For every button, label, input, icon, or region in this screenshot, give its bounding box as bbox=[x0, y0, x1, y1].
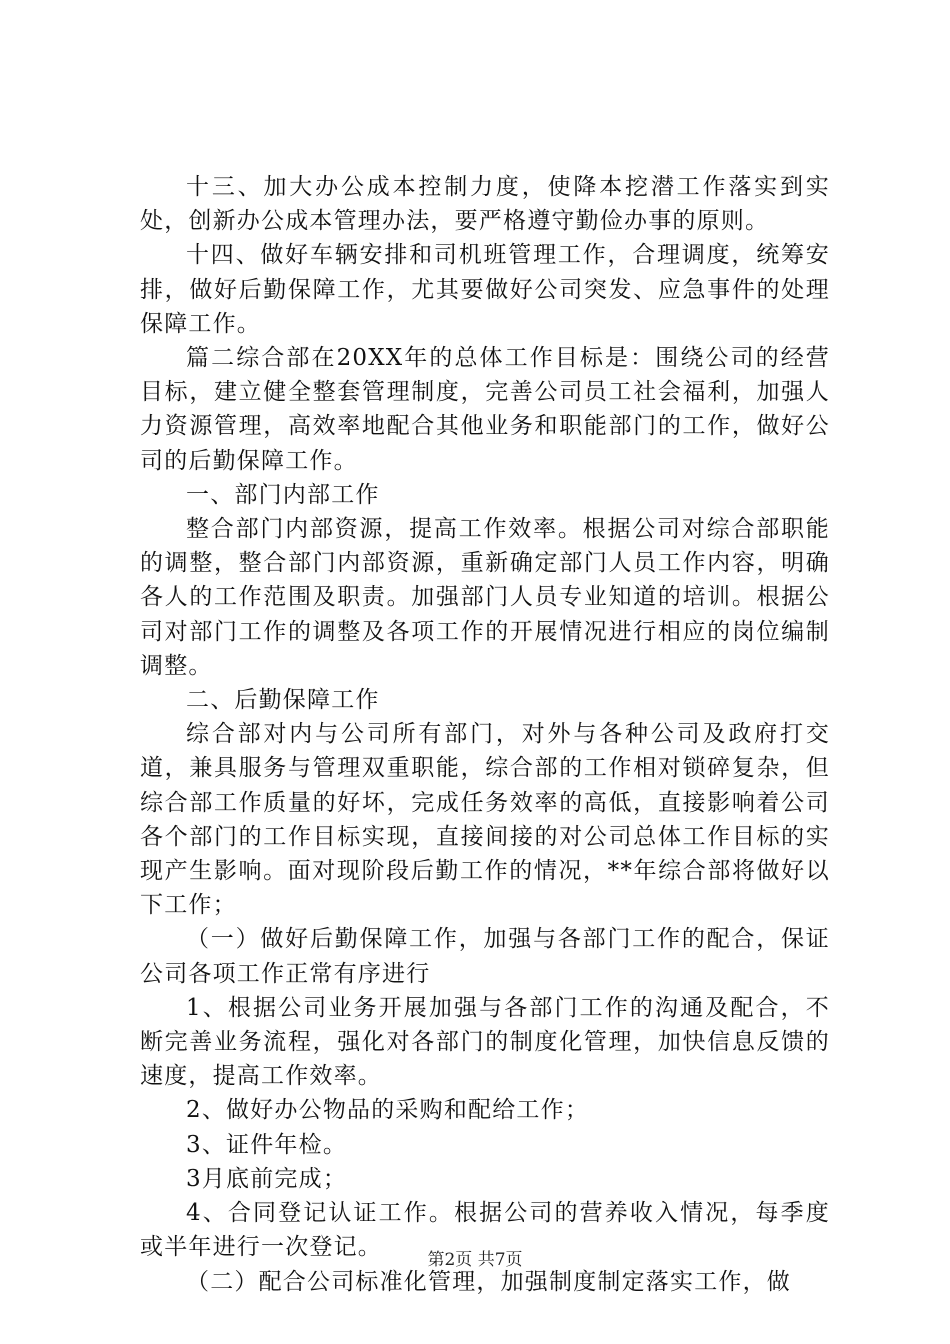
section-heading-logistics: 二、后勤保障工作 bbox=[186, 687, 380, 714]
list-item-3: 3、证件年检。 bbox=[186, 1131, 348, 1158]
document-body bbox=[140, 170, 830, 1299]
list-item-3-note: 3月底前完成； bbox=[186, 1165, 348, 1192]
subsection-heading-2: （二）配合公司标准化管理，加强制度制定落实工作，做 bbox=[186, 1268, 791, 1295]
paragraph-internal-work: 整合部门内部资源，提高工作效率。根据公司对综合部职能的调整，整合部门内部资源，重新确定部门人员工作内容，明确各人的工作范围及职责。加强部门人员专业知道的培训。根据公司对部门工作的调整及各项工作的开展情况进行相应的岗位编制调整。 bbox=[140, 516, 830, 679]
list-item-1: 1、根据公司业务开展加强与各部门工作的沟通及配合，不断完善业务流程，强化对各部门的制度化管理，加快信息反馈的速度，提高工作效率。 bbox=[140, 994, 830, 1090]
page-footer: 第2页 共7页 bbox=[427, 1250, 523, 1270]
paragraph-logistics: 综合部对内与公司所有部门，对外与各种公司及政府打交道，兼具服务与管理双重职能，综合部的工作相对锁碎复杂，但综合部工作质量的好坏，完成任务效率的高低，直接影响着公司各个部门的工作目标实现，直接间接的对公司总体工作目标的实现产生影响。面对现阶段后勤工作的情况，**年综合部将做好以下工作； bbox=[140, 721, 830, 919]
paragraph-item-14: 十四、做好车辆安排和司机班管理工作，合理调度，统筹安排，做好后勤保障工作，尤其要做好公司突发、应急事件的处理保障工作。 bbox=[140, 242, 830, 337]
paragraph-item-13: 十三、加大办公成本控制力度，使降本挖潜工作落实到实处，创新办公成本管理办法，要严格遵守勤俭办事的原则。 bbox=[140, 174, 830, 235]
section-heading-internal-work: 一、部门内部工作 bbox=[186, 481, 380, 508]
subsection-heading-1: （一）做好后勤保障工作，加强与各部门工作的配合，保证公司各项工作正常有序进行 bbox=[140, 926, 830, 987]
list-item-2: 2、做好办公物品的采购和配给工作； bbox=[186, 1097, 590, 1124]
list-item-4: 4、合同登记认证工作。根据公司的营养收入情况，每季度或半年进行一次登记。 bbox=[140, 1200, 830, 1261]
paragraph-part-two-intro: 篇二综合部在20XX年的总体工作目标是：围绕公司的经营目标，建立健全整套管理制度，完善公司员工社会福利，加强人力资源管理，高效率地配合其他业务和职能部门的工作，做好公司的后勤保障工作。 bbox=[140, 345, 830, 474]
